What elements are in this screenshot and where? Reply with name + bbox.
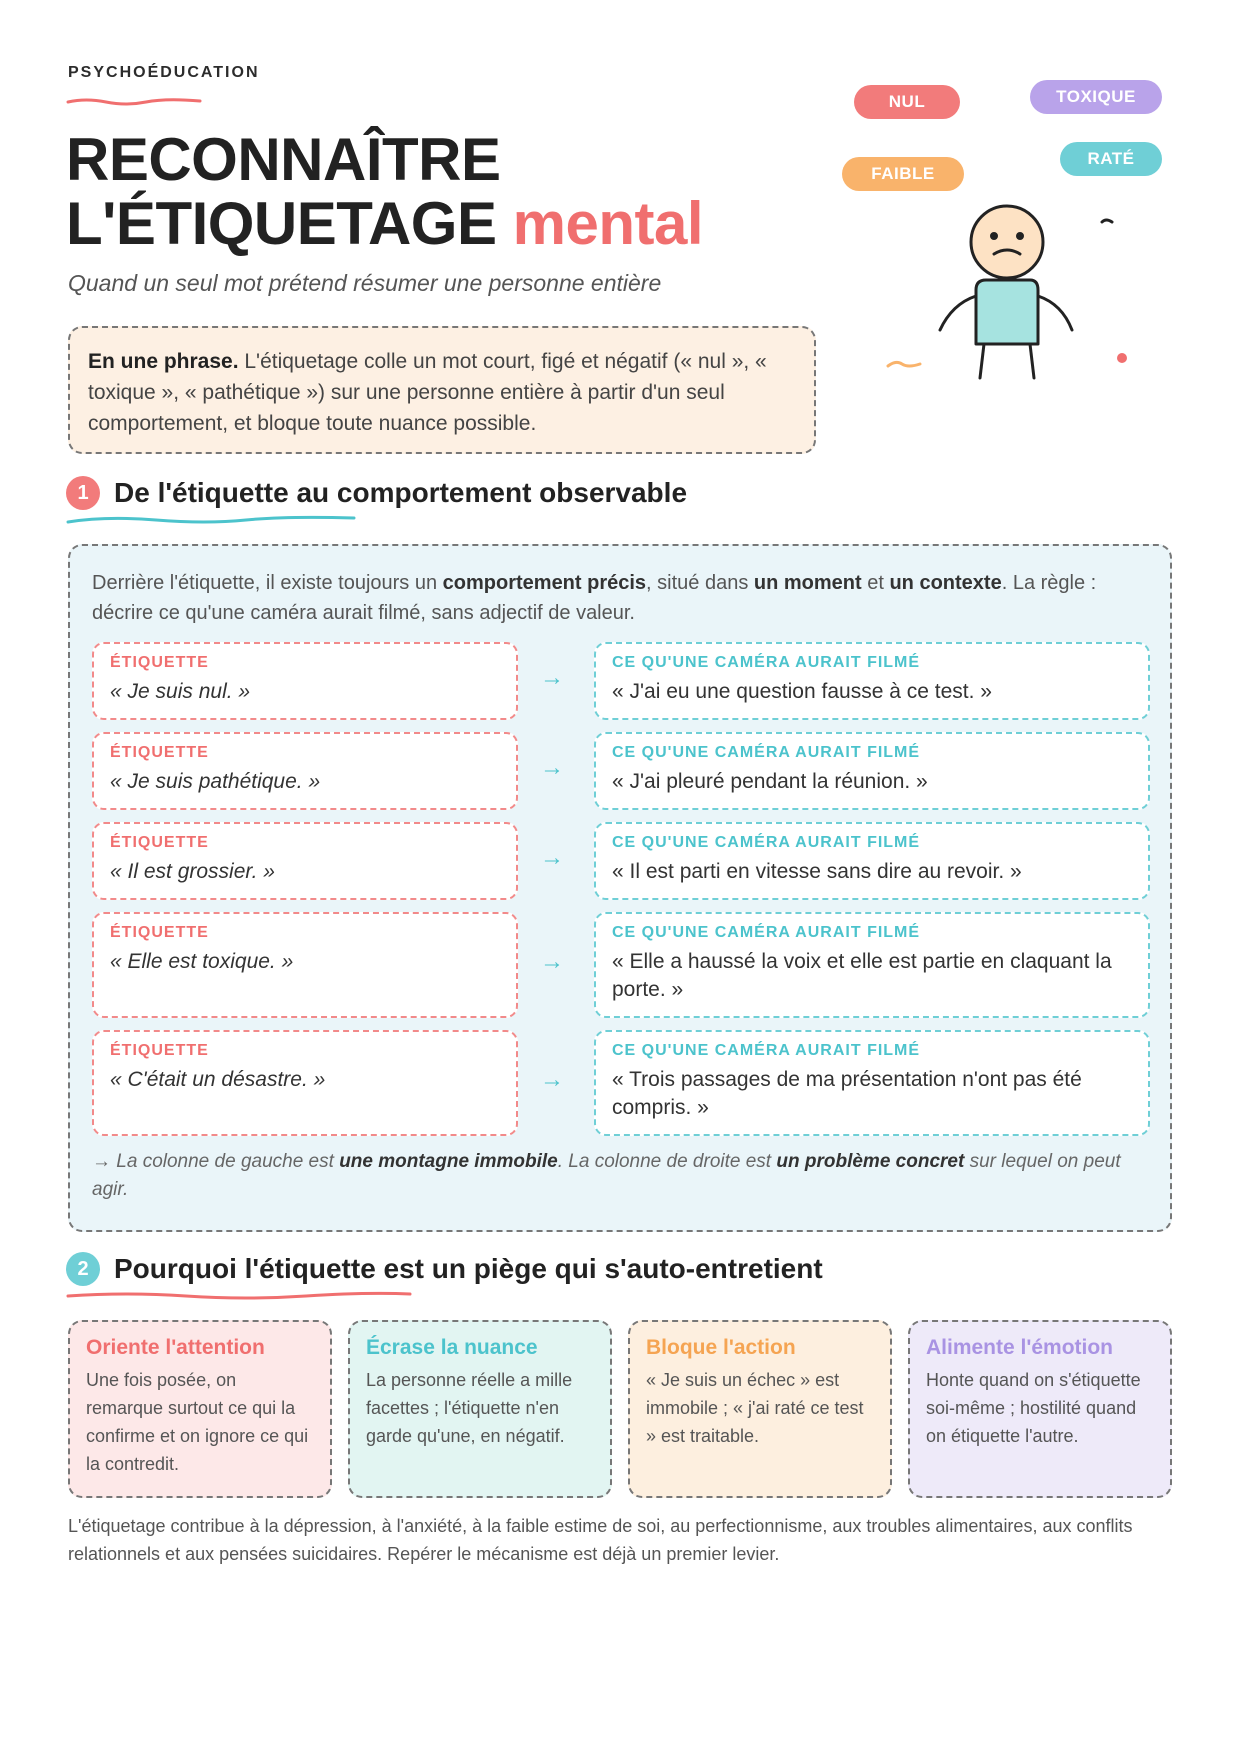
footer-text: L'étiquetage contribue à la dépression, à l'anxiété, à la faible estime de soi, au perfectionnisme, aux troubles alimentaires, aux conflits relationnels et aux pensées suicidaires. Repérer le mécanisme est déjà un premier levier. xyxy=(68,1516,1133,1564)
title-line-2: L'ÉTIQUETAGE xyxy=(66,190,497,257)
title-line-1: RECONNAÎTRE xyxy=(66,126,501,193)
panel-intro xyxy=(92,568,1152,628)
section-1-number: 1 xyxy=(66,476,100,510)
note-text-1: → La colonne de gauche est xyxy=(92,1151,340,1172)
camera-card-title: CE QU'UNE CAMÉRA AURAIT FILMÉ xyxy=(612,1042,921,1059)
trap-box-title: Oriente l'attention xyxy=(86,1336,265,1359)
eyebrow-underline xyxy=(66,96,202,108)
label-card-text: « Il est grossier. » xyxy=(110,860,275,883)
trap-box-nuance xyxy=(348,1320,612,1498)
section-2-underline xyxy=(66,1290,412,1302)
label-card xyxy=(92,822,518,900)
camera-card-text: « J'ai eu une question fausse à ce test. » xyxy=(612,680,992,703)
intro-text-4: . La règle : décrire ce qu'une caméra aurait filmé, sans adjectif de valeur. xyxy=(92,572,1097,624)
summary-box xyxy=(68,326,816,454)
camera-card-text: « J'ai pleuré pendant la réunion. » xyxy=(612,770,928,793)
trap-box-attention xyxy=(68,1320,332,1498)
tag-rate: RATÉ xyxy=(1060,142,1162,176)
note-text-2: . La colonne de droite est xyxy=(557,1151,777,1172)
note-bold-1: une montagne immobile xyxy=(339,1151,558,1172)
trap-box-title: Bloque l'action xyxy=(646,1336,796,1359)
camera-card-title: CE QU'UNE CAMÉRA AURAIT FILMÉ xyxy=(612,654,921,671)
label-card xyxy=(92,732,518,810)
label-card-text: « C'était un désastre. » xyxy=(110,1068,326,1091)
eyebrow: PSYCHOÉDUCATION xyxy=(68,64,260,81)
camera-card xyxy=(594,642,1150,720)
summary-text: L'étiquetage colle un mot court, figé et négatif (« nul », « toxique », « pathétique ») sur une personne entière à partir d'un seul comportement, et bloque toute nuance possible. xyxy=(88,350,767,435)
intro-text-2: , situé dans xyxy=(646,572,754,594)
panel-note xyxy=(92,1148,1152,1204)
label-card-text: « Elle est toxique. » xyxy=(110,950,294,973)
section-2-title: Pourquoi l'étiquette est un piège qui s'auto-entretient xyxy=(114,1253,823,1284)
label-card-title: ÉTIQUETTE xyxy=(110,834,209,851)
section-1-title: De l'étiquette au comportement observable xyxy=(114,477,688,508)
label-card-text: « Je suis nul. » xyxy=(110,680,251,703)
arrow-right-icon: → xyxy=(540,1066,564,1093)
arrow-right-icon: → xyxy=(540,948,564,975)
label-card-title: ÉTIQUETTE xyxy=(110,654,209,671)
camera-card-title: CE QU'UNE CAMÉRA AURAIT FILMÉ xyxy=(612,834,921,851)
label-card xyxy=(92,1030,518,1136)
trap-box-text: Une fois posée, on remarque surtout ce qui la confirme et on ignore ce qui la contredit. xyxy=(86,1370,309,1474)
section-1-underline xyxy=(66,514,356,526)
intro-bold-3: un contexte xyxy=(889,572,1002,594)
intro-bold-2: un moment xyxy=(753,572,862,594)
camera-card xyxy=(594,732,1150,810)
label-to-behavior-panel xyxy=(68,544,1172,1232)
title-accent: mental xyxy=(512,190,704,257)
intro-text-3: et xyxy=(861,572,890,594)
section-2-heading xyxy=(66,1252,823,1286)
camera-card-title: CE QU'UNE CAMÉRA AURAIT FILMÉ xyxy=(612,744,921,761)
label-card-title: ÉTIQUETTE xyxy=(110,924,209,941)
label-card xyxy=(92,912,518,1018)
note-text-3: sur lequel on peut agir. xyxy=(92,1151,1121,1200)
camera-card xyxy=(594,1030,1150,1136)
camera-card xyxy=(594,912,1150,1018)
note-bold-2: un problème concret xyxy=(776,1151,965,1172)
label-card xyxy=(92,642,518,720)
arrow-right-icon: → xyxy=(540,754,564,781)
trap-box-text: Honte quand on s'étiquette soi-même ; hostilité quand on étiquette l'autre. xyxy=(926,1370,1141,1446)
label-card-title: ÉTIQUETTE xyxy=(110,744,209,761)
intro-text-1: Derrière l'étiquette, il existe toujours un xyxy=(92,572,443,594)
subtitle: Quand un seul mot prétend résumer une personne entière xyxy=(68,270,662,296)
trap-box-title: Alimente l'émotion xyxy=(926,1336,1114,1359)
trap-box-text: La personne réelle a mille facettes ; l'étiquette n'en garde qu'une, en négatif. xyxy=(366,1370,573,1446)
arrow-right-icon: → xyxy=(540,664,564,691)
camera-card-text: « Elle a haussé la voix et elle est partie en claquant la porte. » xyxy=(612,950,1112,1001)
label-card-text: « Je suis pathétique. » xyxy=(110,770,321,793)
tag-nul: NUL xyxy=(854,85,960,119)
camera-card-text: « Trois passages de ma présentation n'ont pas été compris. » xyxy=(612,1068,1082,1119)
intro-bold-1: comportement précis xyxy=(442,572,647,594)
sad-character-illustration xyxy=(880,200,1140,390)
summary-lead: En une phrase. xyxy=(88,350,239,373)
trap-box-title: Écrase la nuance xyxy=(366,1336,538,1359)
camera-card-title: CE QU'UNE CAMÉRA AURAIT FILMÉ xyxy=(612,924,921,941)
arrow-right-icon: → xyxy=(540,844,564,871)
trap-box-emotion xyxy=(908,1320,1172,1498)
trap-box-text: « Je suis un échec » est immobile ; « j'ai raté ce test » est traitable. xyxy=(646,1370,864,1446)
trap-box-action xyxy=(628,1320,892,1498)
camera-card xyxy=(594,822,1150,900)
section-2-number: 2 xyxy=(66,1252,100,1286)
camera-card-text: « Il est parti en vitesse sans dire au revoir. » xyxy=(612,860,1022,883)
label-card-title: ÉTIQUETTE xyxy=(110,1042,209,1059)
tag-faible: FAIBLE xyxy=(842,157,964,191)
section-1-heading xyxy=(66,476,687,510)
page-title xyxy=(66,128,703,256)
tag-toxique: TOXIQUE xyxy=(1030,80,1162,114)
